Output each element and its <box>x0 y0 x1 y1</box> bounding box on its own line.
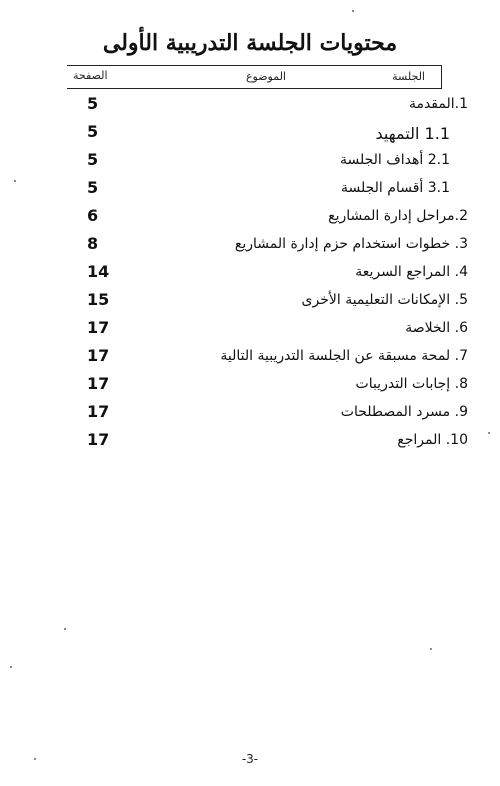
toc-row <box>0 148 500 176</box>
toc-row <box>0 120 500 148</box>
toc-row <box>0 260 500 288</box>
toc-entry-page: 15 <box>87 290 110 309</box>
toc-entry-page: 17 <box>87 374 110 393</box>
page-title: محتويات الجلسة التدريبية الأولى <box>102 30 398 56</box>
toc-row <box>0 316 500 344</box>
toc-entry-label: 2.مراحل إدارة المشاريع <box>328 208 468 224</box>
toc-entry-page: 8 <box>87 234 99 253</box>
toc-row <box>0 92 500 120</box>
header-session: الجلسة <box>392 70 425 83</box>
table-header <box>67 65 442 89</box>
toc-entry-page: 17 <box>87 318 110 337</box>
toc-row <box>0 232 500 260</box>
toc-entry-label: 3.1 أقسام الجلسة <box>341 180 450 196</box>
toc-row <box>0 344 500 372</box>
toc-entry-label: 4. المراجع السريعة <box>355 264 468 280</box>
toc-entry-page: 5 <box>87 150 99 169</box>
toc-entry-page: 5 <box>87 94 99 113</box>
toc-entry-page: 17 <box>87 430 110 449</box>
scan-speck <box>10 666 12 668</box>
toc-row <box>0 204 500 232</box>
toc-entry-label: 6. الخلاصة <box>405 320 468 336</box>
toc-entry-page: 6 <box>87 206 99 225</box>
toc-entry-page: 17 <box>87 402 110 421</box>
toc-entry-label: 1.المقدمة <box>408 96 468 112</box>
header-page: الصفحة <box>73 69 108 82</box>
toc-list <box>0 92 500 456</box>
scan-speck <box>430 648 432 650</box>
toc-row <box>0 372 500 400</box>
scan-speck <box>14 180 16 182</box>
scan-speck <box>64 628 66 630</box>
toc-entry-label: 9. مسرد المصطلحات <box>340 404 468 420</box>
scan-speck <box>34 758 36 760</box>
toc-row <box>0 176 500 204</box>
page-number: -3- <box>241 752 259 766</box>
toc-entry-page: 5 <box>87 178 99 197</box>
toc-entry-label: 2.1 أهداف الجلسة <box>339 152 450 168</box>
toc-entry-label: 1.1 التمهيد <box>375 124 450 143</box>
toc-entry-page: 17 <box>87 346 110 365</box>
toc-row <box>0 400 500 428</box>
toc-entry-label: 3. خطوات استخدام حزم إدارة المشاريع <box>234 236 468 252</box>
toc-entry-label: 10. المراجع <box>397 432 468 448</box>
toc-row <box>0 428 500 456</box>
scan-speck <box>488 432 490 434</box>
header-topic: الموضوع <box>245 70 286 83</box>
toc-entry-page: 14 <box>87 262 110 281</box>
toc-entry-label: 8. إجابات التدريبات <box>355 376 468 392</box>
toc-entry-page: 5 <box>87 122 99 141</box>
scan-speck <box>352 10 354 12</box>
toc-row <box>0 288 500 316</box>
toc-entry-label: 5. الإمكانات التعليمية الأخرى <box>301 292 468 308</box>
toc-entry-label: 7. لمحة مسبقة عن الجلسة التدريبية التالية <box>220 348 468 364</box>
